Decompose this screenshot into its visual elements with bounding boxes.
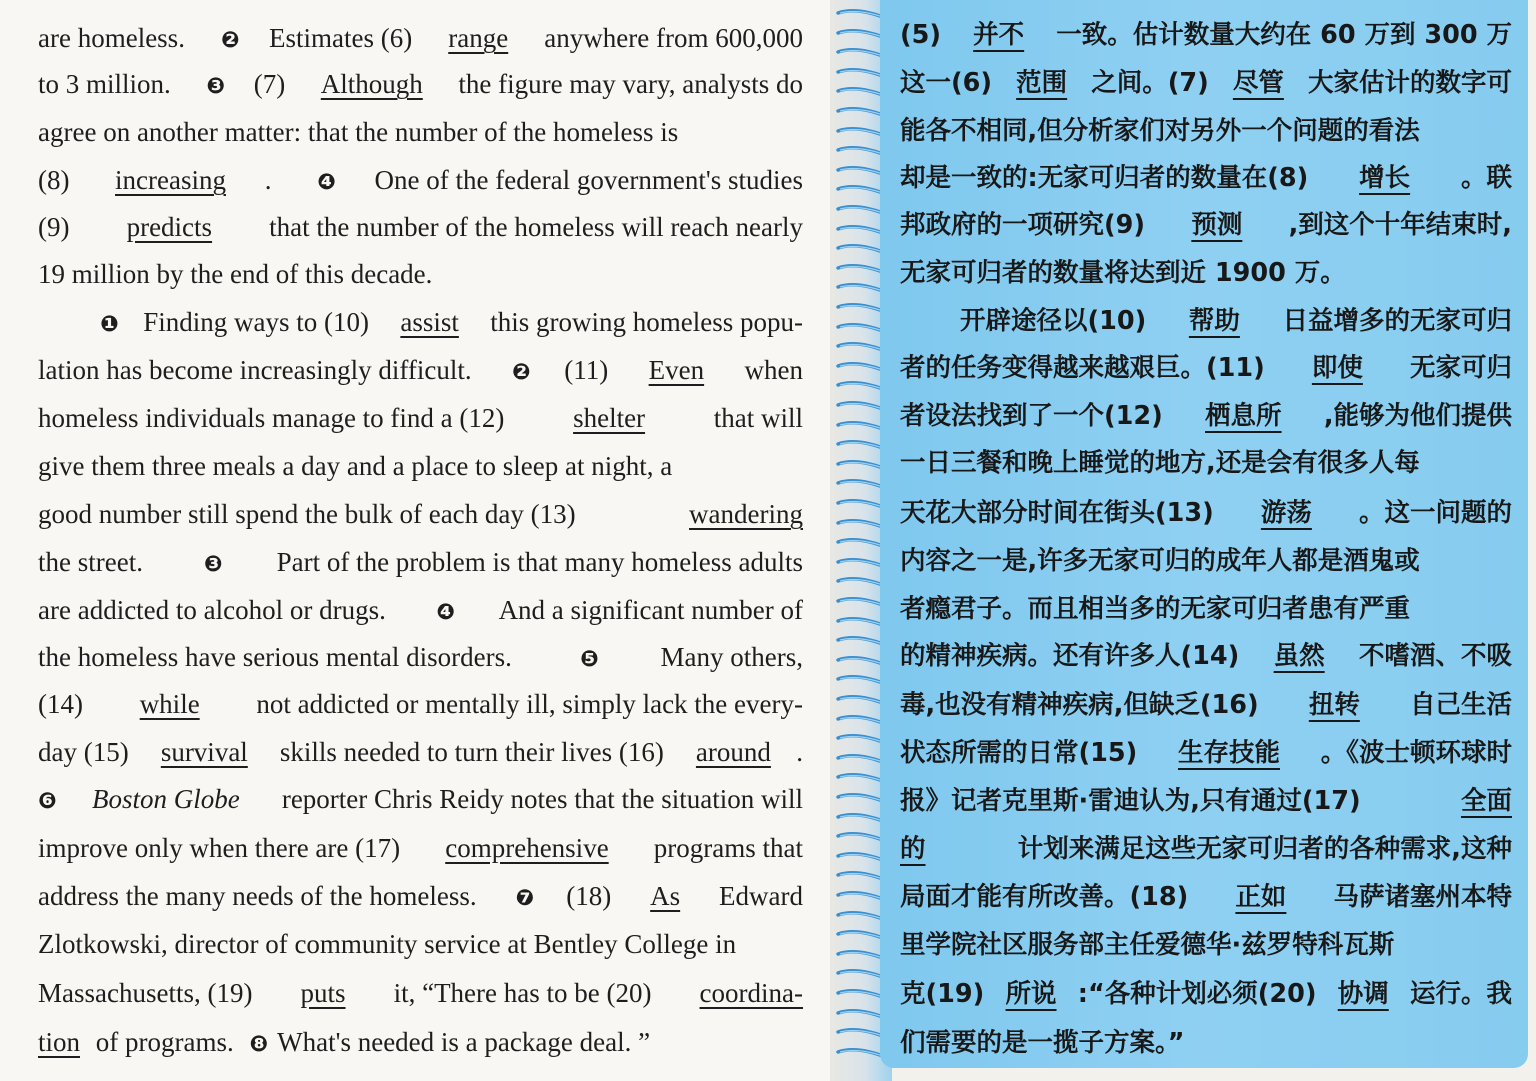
text-run: it, “There has to be (20) — [386, 978, 659, 1008]
text-run: 大家估计的数字可 — [1307, 68, 1512, 98]
underlined-keyword: Although — [320, 69, 423, 99]
text-run: 。《波士顿环球时 — [1320, 738, 1512, 768]
underlined-keyword: 栖息所 — [1205, 401, 1282, 431]
sentence-number-marker: ❹ — [436, 600, 455, 625]
underlined-keyword: 范围 — [1016, 68, 1068, 98]
text-run: 无家可归 — [1409, 353, 1512, 383]
text-run: 运行。我 — [1409, 979, 1512, 1009]
text-run: 一日三餐和晚上睡觉的地方,还是会有很多人每 — [900, 448, 1420, 478]
chinese-text-line — [960, 298, 1512, 344]
sentence-number-marker: ❸ — [203, 552, 223, 577]
underlined-keyword: while — [139, 689, 200, 719]
chinese-translation-panel — [880, 0, 1528, 1068]
chinese-text-line — [900, 971, 1512, 1017]
chinese-text-line — [900, 538, 1512, 584]
chinese-text-line — [900, 922, 1512, 968]
english-text-line — [38, 542, 803, 582]
underlined-keyword: tion — [38, 1027, 81, 1057]
underlined-keyword: 预测 — [1191, 210, 1243, 240]
english-text-line — [38, 732, 803, 772]
chinese-text-line — [900, 633, 1512, 679]
text-run: are addicted to alcohol or drugs. — [38, 595, 393, 625]
text-run: 不嗜酒、不吸 — [1358, 641, 1512, 671]
text-run: . — [264, 165, 279, 195]
sentence-number-marker: ❺ — [580, 647, 599, 672]
text-run: 19 million by the end of this decade. — [38, 259, 433, 289]
text-run: give them three meals a day and a place to sleep at night, a — [38, 451, 673, 481]
sentence-number-marker: ❸ — [206, 74, 225, 99]
english-text-line — [38, 828, 803, 868]
text-run: not addicted or mentally ill, simply lack the every- — [249, 689, 803, 719]
sentence-number-marker: ❷ — [512, 360, 531, 385]
text-run: ,到这个十年结束时, — [1288, 210, 1512, 240]
underlined-keyword: shelter — [573, 403, 646, 433]
underlined-keyword: 协调 — [1337, 979, 1389, 1009]
text-run: (18) — [566, 881, 619, 911]
english-text-line — [38, 18, 803, 58]
text-run: 毒,也没有精神疾病,但缺乏(16) — [900, 690, 1259, 720]
sentence-number-marker: ❼ — [515, 886, 535, 911]
text-run: Zlotkowski, director of community service at Bentley College in — [38, 929, 737, 959]
english-text-line — [100, 302, 803, 342]
underlined-keyword: range — [448, 23, 509, 53]
underlined-keyword: 扭转 — [1308, 690, 1360, 720]
text-run: (9) — [38, 212, 77, 242]
english-text-line — [38, 1022, 803, 1062]
text-run: 日益增多的无家可归 — [1282, 306, 1512, 336]
english-text-line — [38, 590, 803, 630]
text-run: (8) — [38, 165, 77, 195]
text-run: this growing homeless popu- — [483, 307, 803, 337]
text-run: programs that — [647, 833, 803, 863]
text-run: 马萨诸塞州本特 — [1333, 882, 1512, 912]
english-text-line — [38, 876, 803, 916]
text-run: when — [737, 355, 803, 385]
underlined-keyword: 帮助 — [1188, 306, 1240, 336]
text-run: 者瘾君子。而且相当多的无家可归者患有严重 — [900, 594, 1411, 624]
underlined-keyword: wandering — [689, 499, 803, 529]
underlined-keyword: 虽然 — [1273, 641, 1325, 671]
text-run: the homeless have serious mental disorders. — [38, 642, 519, 672]
text-run: 计划来满足这些无家可归者的各种需求,这种 — [1017, 834, 1512, 864]
text-run: What's needed is a package deal. ” — [277, 1027, 651, 1057]
text-run: 。这一问题的 — [1358, 498, 1512, 528]
text-run: 者设法找到了一个(12) — [900, 401, 1163, 431]
text-run: lation has become increasingly difficult. — [38, 355, 479, 385]
text-run: Estimates (6) — [268, 23, 419, 53]
english-text-line — [38, 637, 803, 677]
english-text-line — [38, 112, 803, 152]
text-run: Boston Globe — [91, 784, 240, 814]
text-run: are homeless. — [38, 23, 192, 53]
underlined-keyword: 即使 — [1311, 353, 1363, 383]
text-run: ,能够为他们提供 — [1323, 401, 1512, 431]
chinese-text-line — [900, 60, 1512, 106]
chinese-text-line — [900, 586, 1512, 632]
english-text-line — [38, 398, 803, 438]
english-text-line — [38, 207, 803, 247]
text-run: 里学院社区服务部主任爱德华·兹罗特科瓦斯 — [900, 930, 1395, 960]
text-run: address the many needs of the homeless. — [38, 881, 484, 911]
underlined-keyword: around — [695, 737, 771, 767]
text-run: Massachusetts, (19) — [38, 978, 260, 1008]
text-run: reporter Chris Reidy notes that the situation will — [275, 784, 803, 814]
text-run: 天花大部分时间在街头(13) — [900, 498, 1214, 528]
text-run: 邦政府的一项研究(9) — [900, 210, 1146, 240]
text-run: 自己生活 — [1409, 690, 1512, 720]
chinese-text-line — [900, 202, 1512, 248]
text-run: the figure may vary, analysts do — [451, 69, 803, 99]
sentence-number-marker: ❽ — [249, 1032, 269, 1057]
text-run: improve only when there are (17) — [38, 833, 407, 863]
text-run: skills needed to turn their lives (16) — [273, 737, 671, 767]
underlined-keyword: 尽管 — [1232, 68, 1284, 98]
text-run: agree on another matter: that the number of the homeless is — [38, 117, 679, 147]
text-run: 状态所需的日常(15) — [900, 738, 1138, 768]
sentence-number-marker: ❷ — [221, 28, 240, 53]
underlined-keyword: coordina- — [699, 978, 803, 1008]
text-run: good number still spend the bulk of each day (13) — [38, 499, 583, 529]
english-text-line — [38, 973, 803, 1013]
chinese-text-line — [900, 826, 1512, 872]
text-run: 一致。估计数量大约在 60 万到 300 万 — [1056, 20, 1512, 50]
text-run: 这一(6) — [900, 68, 993, 98]
text-run: 之间。(7) — [1091, 68, 1209, 98]
text-run: (11) — [564, 355, 615, 385]
chinese-text-line — [900, 682, 1512, 728]
text-run: 却是一致的:无家可归者的数量在(8) — [900, 163, 1309, 193]
text-run: 者的任务变得越来越艰巨。(11) — [900, 353, 1265, 383]
underlined-keyword: 游荡 — [1260, 498, 1312, 528]
underlined-keyword: 并不 — [973, 20, 1025, 50]
underlined-keyword: puts — [300, 978, 346, 1008]
english-text-line — [38, 494, 803, 534]
text-run: :“各种计划必须(20) — [1077, 979, 1317, 1009]
underlined-keyword: predicts — [126, 212, 213, 242]
chinese-text-line — [900, 874, 1512, 920]
text-run: 。联 — [1460, 163, 1512, 193]
chinese-text-line — [900, 490, 1512, 536]
sentence-number-marker: ❻ — [38, 789, 57, 814]
chinese-text-line — [900, 250, 1512, 296]
text-run: day (15) — [38, 737, 136, 767]
underlined-keyword: survival — [160, 737, 248, 767]
underlined-keyword: As — [650, 881, 681, 911]
underlined-keyword: 正如 — [1235, 882, 1287, 912]
english-text-line — [38, 924, 803, 964]
english-text-line — [38, 446, 803, 486]
underlined-keyword: 所说 — [1005, 979, 1057, 1009]
text-run: Finding ways to (10) — [143, 307, 376, 337]
text-run: that will — [706, 403, 803, 433]
text-run: 报》记者克里斯·雷迪认为,只有通过(17) — [900, 786, 1361, 816]
text-run: One of the federal government's studies — [374, 165, 803, 195]
underlined-keyword: 生存技能 — [1178, 738, 1281, 768]
chinese-text-line — [900, 345, 1512, 391]
chinese-text-line — [900, 440, 1512, 486]
chinese-text-line — [900, 155, 1512, 201]
text-run: 开辟途径以(10) — [960, 306, 1147, 336]
text-run: 的精神疾病。还有许多人(14) — [900, 641, 1240, 671]
underlined-keyword: comprehensive — [445, 833, 609, 863]
underlined-keyword: 的 — [900, 834, 926, 864]
text-run: 们需要的是一揽子方案。” — [900, 1028, 1185, 1058]
text-run: the street. — [38, 547, 150, 577]
english-text-line — [38, 64, 803, 104]
english-text-line — [38, 254, 803, 294]
text-run: (14) — [38, 689, 90, 719]
sentence-number-marker: ❹ — [317, 170, 336, 195]
text-run: to 3 million. — [38, 69, 178, 99]
english-text-line — [38, 160, 803, 200]
english-text-line — [38, 684, 803, 724]
chinese-text-line — [900, 12, 1512, 58]
text-run: 无家可归者的数量将达到近 1900 万。 — [900, 258, 1346, 288]
underlined-keyword: Even — [648, 355, 705, 385]
chinese-text-line — [900, 1020, 1512, 1066]
text-run: . — [796, 737, 803, 767]
chinese-text-line — [900, 108, 1512, 154]
text-run: (7) — [253, 69, 292, 99]
text-run: Edward — [712, 881, 803, 911]
text-run: Part of the problem is that many homeless adults — [276, 547, 803, 577]
text-run: homeless individuals manage to find a (12) — [38, 403, 512, 433]
text-run: And a significant number of — [498, 595, 803, 625]
text-run: anywhere from 600,000 — [537, 23, 803, 53]
text-run: Many others, — [660, 642, 803, 672]
text-run: 克(19) — [900, 979, 985, 1009]
text-run: 能各不相同,但分析家们对另外一个问题的看法 — [900, 116, 1420, 146]
english-text-line — [38, 350, 803, 390]
text-run: 局面才能有所改善。(18) — [900, 882, 1189, 912]
chinese-text-line — [900, 730, 1512, 776]
text-run: (5) — [900, 20, 942, 50]
underlined-keyword: increasing — [115, 165, 226, 195]
underlined-keyword: 增长 — [1359, 163, 1411, 193]
underlined-keyword: 全面 — [1460, 786, 1512, 816]
text-run: of programs. — [89, 1027, 241, 1057]
underlined-keyword: assist — [400, 307, 459, 337]
chinese-text-line — [900, 778, 1512, 824]
chinese-text-line — [900, 393, 1512, 439]
english-text-line — [38, 779, 803, 819]
sentence-number-marker: ❶ — [100, 312, 119, 337]
text-run: that the number of the homeless will reach nearly — [262, 212, 803, 242]
text-run: 内容之一是,许多无家可归的成年人都是酒鬼或 — [900, 546, 1420, 576]
